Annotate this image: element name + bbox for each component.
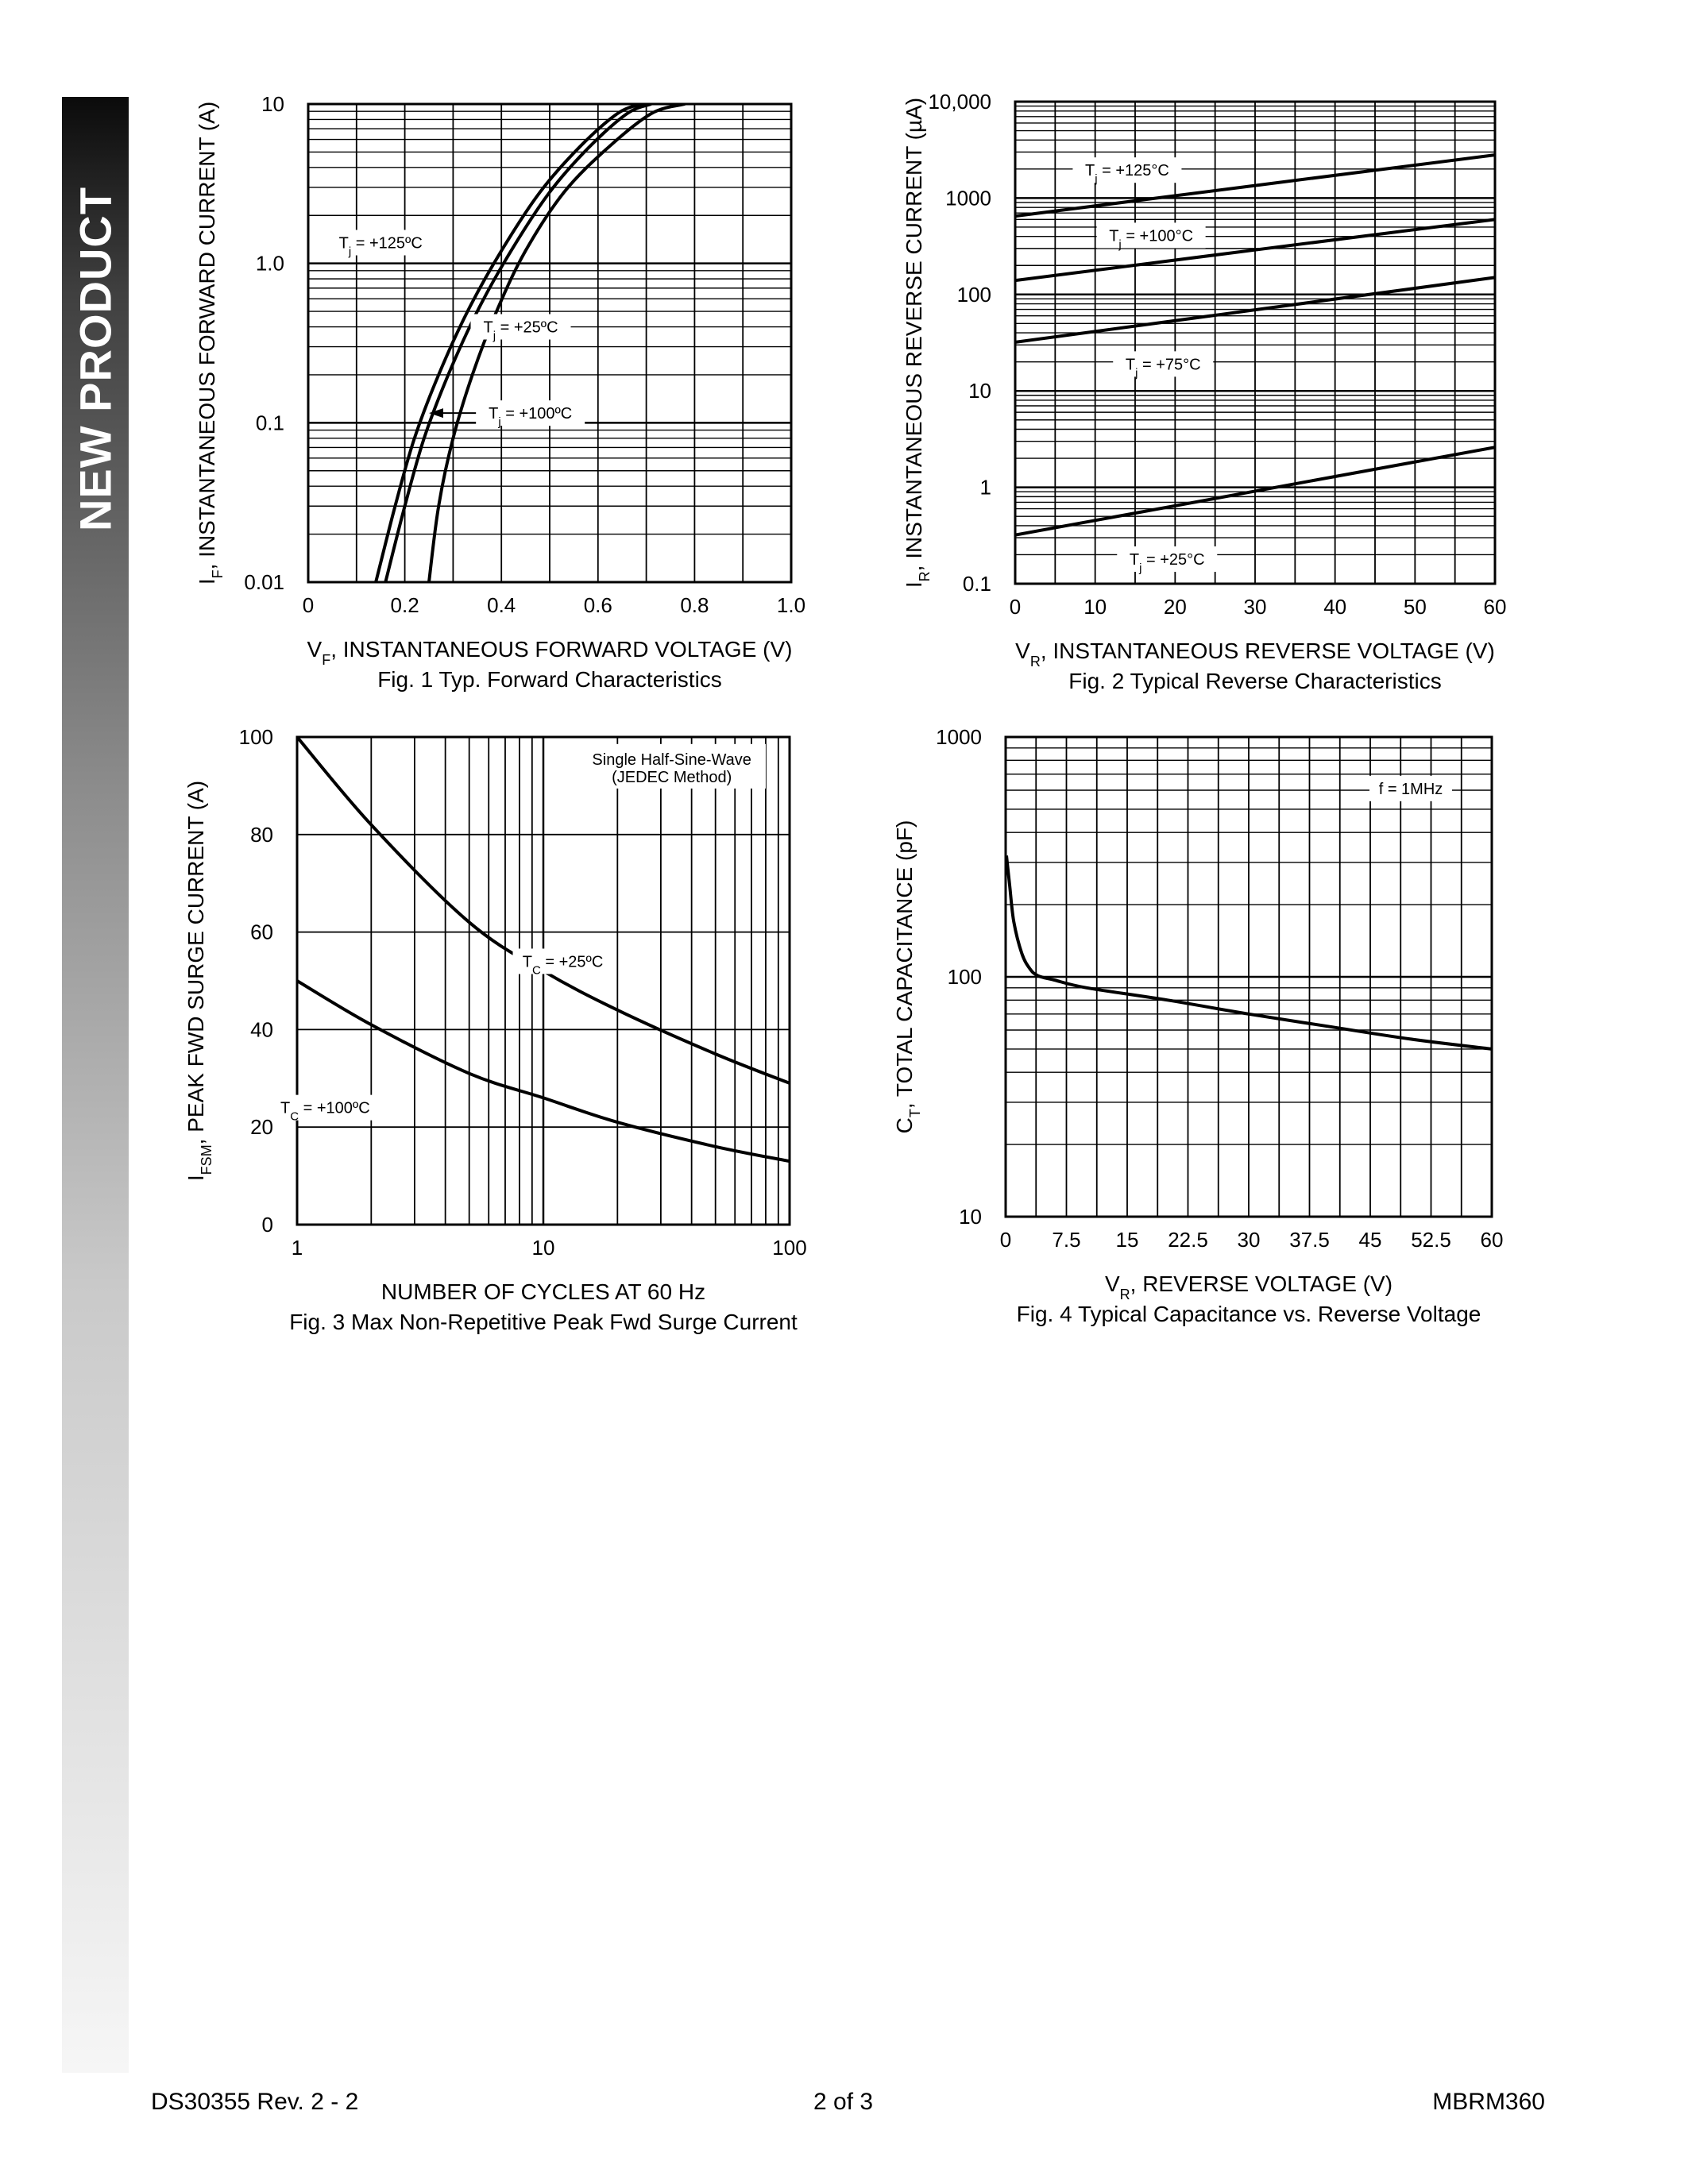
fig2-x-tick-label-3: 30 — [1243, 595, 1267, 619]
fig4-caption: Fig. 4 Typical Capacitance vs. Reverse Voltage — [1016, 1302, 1481, 1326]
fig2-caption: Fig. 2 Typical Reverse Characteristics — [1068, 669, 1442, 693]
fig1-x-axis-label-sub: F — [322, 652, 331, 668]
fig3-y-tick-label-2: 40 — [250, 1017, 273, 1042]
fig2-y-tick-label-0: 0.1 — [962, 572, 991, 596]
fig4-y-tick-label-2: 1000 — [936, 725, 982, 749]
fig1-x-tick-label-4: 0.8 — [680, 593, 709, 617]
fig3-y-axis-label-sub: FSM — [199, 1144, 214, 1175]
fig4-y-axis-label-rest: , TOTAL CAPACITANCE (pF) — [892, 820, 917, 1109]
fig2-annotation-0-rest: = +125°C — [1097, 162, 1169, 180]
fig4-y-axis-label — [892, 820, 923, 1134]
fig1-x-tick-label-2: 0.4 — [487, 593, 516, 617]
fig2-y-tick-label-4: 1000 — [945, 186, 991, 210]
fig2-annotation-1-rest: = +100°C — [1121, 227, 1194, 245]
fig4-x-tick-label-4: 30 — [1237, 1228, 1261, 1252]
fig1-y-tick-label-3: 10 — [261, 92, 284, 116]
fig2-x-axis-label-main: V — [1015, 639, 1030, 663]
fig3-y-tick-label-1: 20 — [250, 1115, 273, 1140]
fig1-x-tick-label-5: 1.0 — [776, 593, 806, 617]
fig1-y-axis-label-main: I — [195, 578, 219, 585]
footer-page-number: 2 of 3 — [813, 2089, 874, 2115]
fig4-y-tick-label-0: 10 — [959, 1205, 982, 1229]
footer-doc-number: DS30355 Rev. 2 - 2 — [151, 2089, 359, 2115]
fig2-y-tick-label-2: 10 — [968, 379, 991, 403]
fig1-y-axis-label — [195, 102, 226, 585]
fig4-annotation-0-base: f = 1MHz — [1378, 780, 1443, 798]
fig2-x-tick-label-5: 50 — [1403, 595, 1427, 619]
fig4-annotation-0 — [1379, 781, 1443, 798]
fig2-annotation-1-sub: j — [1118, 237, 1122, 251]
fig3-x-axis-label-main: NUMBER OF CYCLES AT 60 Hz — [380, 1279, 706, 1304]
fig4-x-tick-label-6: 45 — [1358, 1228, 1382, 1252]
fig2-y-tick-label-1: 1 — [979, 475, 991, 500]
fig1-y-axis-label-sub: F — [210, 569, 226, 579]
fig4-x-tick-label-0: 0 — [999, 1228, 1012, 1252]
fig3-x-axis-label — [381, 1279, 705, 1304]
fig4-x-axis-label-sub: R — [1119, 1287, 1130, 1302]
fig2-annotation-2-sub: j — [1135, 365, 1138, 380]
fig1-x-tick-label-1: 0.2 — [390, 593, 419, 617]
footer-part-number: MBRM360 — [1432, 2089, 1545, 2115]
fig2-x-axis-label-rest: , INSTANTANEOUS REVERSE VOLTAGE (V) — [1040, 639, 1495, 663]
fig1-annotation-1-base: T — [483, 318, 493, 337]
fig1-annotation-0-rest: = +125ºC — [351, 234, 423, 253]
fig4-chart — [892, 725, 1503, 1326]
fig4-x-tick-label-5: 37.5 — [1289, 1228, 1330, 1252]
fig2-annotation-0-sub: j — [1095, 172, 1098, 186]
fig1-x-tick-label-3: 0.6 — [583, 593, 612, 617]
fig3-y-axis-label-rest: , PEAK FWD SURGE CURRENT (A) — [183, 780, 208, 1145]
fig2-annotation-1-base: T — [1109, 227, 1119, 245]
fig2-annotation-3-sub: j — [1139, 561, 1142, 575]
fig1-x-axis-label-main: V — [307, 637, 323, 662]
fig2-annotation-3-base: T — [1129, 551, 1140, 569]
fig2-x-tick-label-1: 10 — [1083, 595, 1107, 619]
fig1-annotation-0-base: T — [338, 234, 349, 253]
fig1-annotation-1-rest: = +25ºC — [496, 318, 558, 337]
fig4-x-tick-label-7: 52.5 — [1411, 1228, 1451, 1252]
fig2-x-axis-label-sub: R — [1029, 654, 1041, 669]
fig1-chart — [195, 92, 805, 692]
fig2-y-axis-label-sub: R — [917, 571, 933, 582]
fig4-y-tick-label-1: 100 — [947, 965, 982, 989]
fig3-annotation-0-sub: C — [531, 963, 541, 977]
fig2-y-tick-label-5: 10,000 — [928, 90, 991, 114]
fig4-x-axis-label — [1105, 1271, 1393, 1302]
fig4-x-tick-label-1: 7.5 — [1052, 1228, 1081, 1252]
fig4-x-tick-label-8: 60 — [1480, 1228, 1504, 1252]
fig1-y-tick-label-1: 0.1 — [255, 411, 284, 435]
fig1-x-axis-label-rest: , INSTANTANEOUS FORWARD VOLTAGE (V) — [330, 637, 793, 662]
fig1-annotation-2-rest: = +100ºC — [500, 405, 573, 423]
fig1-y-axis-label-rest: , INSTANTANEOUS FORWARD CURRENT (A) — [195, 101, 219, 570]
fig2-annotation-3-rest: = +25°C — [1141, 551, 1205, 569]
fig3-annotation-0-base: T — [522, 953, 532, 971]
fig1-annotation-2-base: T — [489, 405, 499, 423]
fig2-y-axis-label-main: I — [902, 581, 926, 588]
fig1-y-tick-label-0: 0.01 — [244, 570, 284, 594]
fig1-x-axis-label — [307, 637, 793, 668]
fig4-x-axis-label-rest: , REVERSE VOLTAGE (V) — [1130, 1271, 1393, 1296]
fig2-x-tick-label-2: 20 — [1163, 595, 1187, 619]
fig1-series-line-0 — [376, 104, 641, 582]
fig2-x-tick-label-4: 40 — [1323, 595, 1347, 619]
fig3-annotation-1-base: T — [280, 1099, 291, 1117]
fig4-y-axis-label-sub: T — [907, 1109, 923, 1118]
fig4-x-tick-label-3: 22.5 — [1168, 1228, 1208, 1252]
fig1-y-tick-label-2: 1.0 — [255, 251, 284, 276]
sidebar-label: NEW PRODUCT — [70, 186, 121, 532]
fig3-y-tick-label-3: 60 — [250, 920, 273, 944]
fig2-chart — [902, 90, 1506, 693]
fig3-y-tick-label-5: 100 — [238, 725, 273, 749]
fig1-series-line-1 — [385, 104, 651, 582]
fig2-annotation-2-base: T — [1125, 356, 1136, 374]
fig4-x-tick-label-2: 15 — [1115, 1228, 1139, 1252]
fig3-y-axis-label-main: I — [183, 1175, 208, 1182]
fig3-caption: Fig. 3 Max Non-Repetitive Peak Fwd Surge Current — [289, 1310, 798, 1334]
fig3-annotation-2-line-0: Single Half-Sine-Wave — [592, 751, 751, 769]
fig4-x-axis-label-main: V — [1104, 1271, 1120, 1296]
fig4-y-axis-label-main: C — [892, 1117, 917, 1134]
fig2-annotation-2-rest: = +75°C — [1138, 356, 1201, 374]
fig3-x-tick-label-1: 10 — [531, 1236, 555, 1260]
fig1-annotation-0-sub: j — [348, 245, 352, 259]
fig2-y-tick-label-3: 100 — [956, 282, 991, 307]
fig3-y-tick-label-4: 80 — [250, 822, 273, 847]
fig3-y-tick-label-0: 0 — [261, 1213, 273, 1237]
fig3-annotation-0-rest: = +25ºC — [540, 953, 604, 971]
fig3-chart — [183, 725, 807, 1334]
fig1-annotation-1-sub: j — [492, 329, 496, 343]
fig2-y-axis-label — [902, 98, 933, 588]
fig3-annotation-1-rest: = +100ºC — [299, 1099, 370, 1117]
fig2-annotation-0-base: T — [1085, 162, 1095, 180]
fig2-x-axis-label — [1015, 639, 1495, 669]
fig1-caption: Fig. 1 Typ. Forward Characteristics — [377, 667, 722, 692]
fig3-x-tick-label-0: 1 — [291, 1236, 303, 1260]
fig3-annotation-1-sub: C — [290, 1109, 299, 1124]
fig1-x-tick-label-0: 0 — [302, 593, 315, 617]
fig3-annotation-2-line-1: (JEDEC Method) — [612, 768, 732, 786]
fig2-x-tick-label-0: 0 — [1009, 595, 1022, 619]
fig3-y-axis-label — [183, 781, 214, 1181]
fig1-annotation-2-sub: j — [498, 415, 501, 429]
fig2-y-axis-label-rest: , INSTANTANEOUS REVERSE CURRENT (µA) — [902, 97, 926, 572]
fig2-x-tick-label-6: 60 — [1483, 595, 1507, 619]
fig3-x-tick-label-2: 100 — [772, 1236, 807, 1260]
